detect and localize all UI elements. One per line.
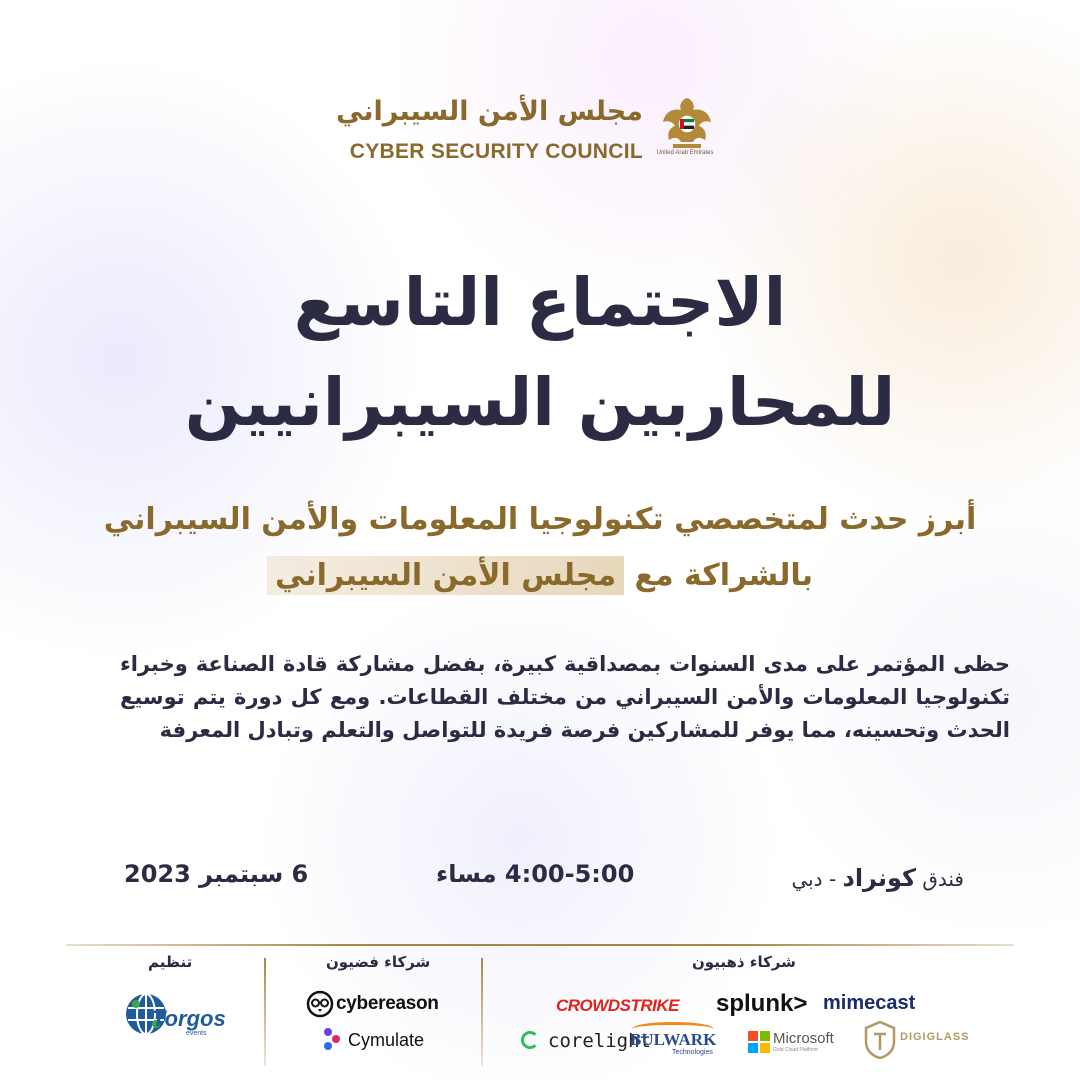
corelight-logo: corelight: [548, 1030, 651, 1052]
microsoft-logo-sub: Gold Cloud Platform: [773, 1047, 819, 1053]
event-title-line-1: الاجتماع التاسع: [293, 264, 787, 341]
corelight-ring-icon: [521, 1031, 539, 1049]
sponsors-divider: [66, 944, 1014, 946]
silver-partners-label: شركاء فضيون: [326, 953, 431, 971]
organizer-label: تنظيم: [148, 953, 193, 971]
cymulate-dots-icon: [322, 1027, 342, 1051]
cybereason-logo: cybereason: [336, 993, 439, 1014]
torgos-logo: Torgos: [152, 1006, 226, 1031]
gold-partners-label: شركاء ذهبيون: [692, 953, 796, 971]
subtitle-partnership-prefix: بالشراكة مع: [634, 558, 813, 593]
digiglass-logo: DIGIGLASS: [900, 1031, 970, 1043]
emblem-caption: United Arab Emirates: [656, 150, 714, 156]
digiglass-shield-icon: [864, 1020, 896, 1060]
event-subtitle-line-1: أبرز حدث لمتخصصي تكنولوجيا المعلومات والأمن السيبراني: [103, 502, 977, 537]
torgos-logo-sub: events: [186, 1030, 207, 1037]
council-name-english: CYBER SECURITY COUNCIL: [349, 140, 643, 163]
venue-city: - دبي: [791, 867, 837, 891]
subtitle-partner-highlight: مجلس الأمن السيبراني: [267, 556, 624, 595]
organizer-silver-divider: [264, 958, 266, 1066]
event-venue: [791, 864, 964, 892]
council-name-arabic: مجلس الأمن السيبراني: [336, 96, 643, 127]
mimecast-logo: mimecast: [823, 992, 916, 1014]
crowdstrike-logo: CROWDSTRIKE: [556, 996, 679, 1015]
bulwark-logo-sub: Technologies: [672, 1049, 713, 1056]
event-subtitle-line-2: [0, 556, 1080, 595]
cybereason-owl-icon: [306, 990, 334, 1018]
event-title-line-2: للمحاربين السيبرانيين: [184, 364, 896, 441]
splunk-logo: splunk>: [716, 990, 808, 1017]
microsoft-windows-icon: [748, 1031, 770, 1053]
council-logo: [336, 92, 715, 170]
cymulate-logo: Cymulate: [348, 1030, 425, 1050]
venue-name: كونراد: [842, 864, 917, 892]
event-description: حظى المؤتمر على مدى السنوات بمصداقية كبيرة، بفضل مشاركة قادة الصناعة وخبراء تكنولوجيا المعلومات والأمن السيبراني من مختلف القطاعات. ومع كل دورة يتم توسيع الحدث وتحسينه، مما يوفر للمشاركين فرصة فريدة للتواصل والتعلم وتبادل المعرفة: [120, 652, 1010, 742]
event-date: 6 سبتمبر 2023: [124, 860, 309, 888]
venue-prefix: فندق: [922, 867, 964, 891]
microsoft-logo: Microsoft: [773, 1030, 834, 1047]
bulwark-logo: BULWARK: [630, 1030, 717, 1049]
event-time: 4:00-5:00 مساء: [436, 860, 635, 888]
silver-gold-divider: [481, 958, 483, 1066]
